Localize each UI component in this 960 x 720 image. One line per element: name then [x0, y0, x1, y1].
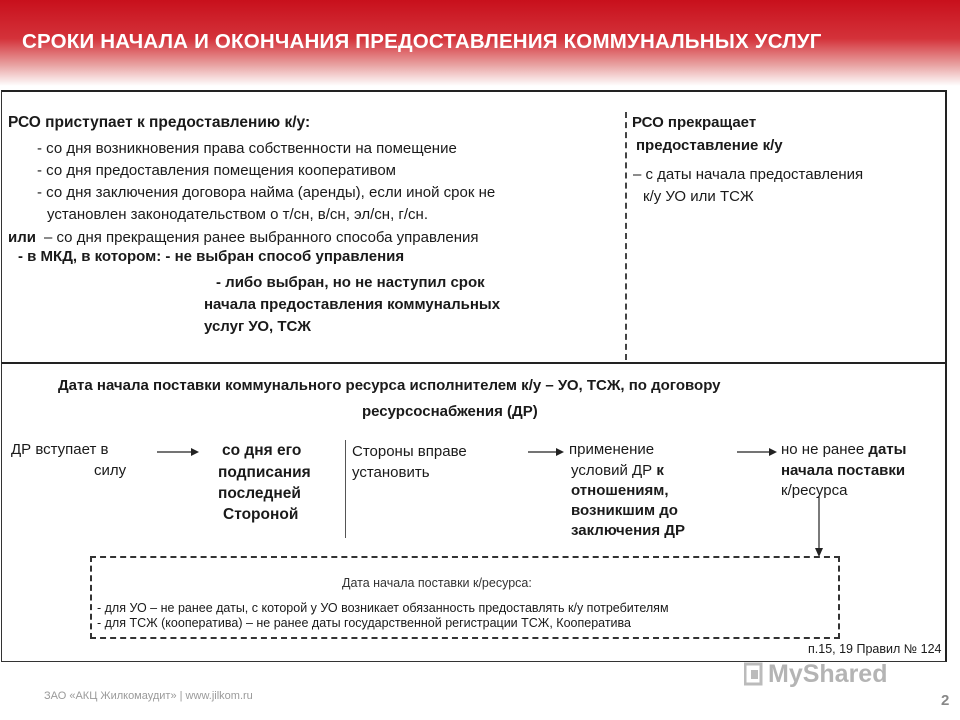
stop-text-2: к/у УО или ТСЖ: [643, 188, 754, 205]
supply-heading-2: ресурсоснабжения (ДР): [362, 403, 538, 420]
arrow-right-icon: [528, 446, 564, 458]
supply-heading-1: Дата начала поставки коммунального ресурса исполнителем к/у – УО, ТСЖ, по договору: [58, 377, 721, 394]
col2-line-4: Стороной: [223, 506, 299, 523]
col4-line-2: [571, 462, 664, 480]
footer-company: ЗАО «АКЦ Жилкомаудит» | www.jilkom.ru: [44, 690, 253, 702]
header-banner: [0, 0, 960, 86]
arrow-down-icon: [812, 496, 826, 558]
col3-line-2: установить: [352, 464, 430, 481]
dash-title: Дата начала поставки к/ресурса:: [342, 576, 532, 590]
page-title: СРОКИ НАЧАЛА И ОКОНЧАНИЯ ПРЕДОСТАВЛЕНИЯ КОММУНАЛЬНЫХ УСЛУГ: [22, 30, 822, 53]
dash-line-tszh: - для ТСЖ (кооператива) – не ранее даты государственной регистрации ТСЖ, Кооператива: [97, 616, 631, 630]
col4-line-2-bold: к: [656, 462, 664, 479]
stop-heading-2: предоставление к/у: [636, 137, 783, 154]
stop-heading-1: РСО прекращает: [632, 114, 757, 131]
col4-line-5: заключения ДР: [571, 522, 686, 539]
col2-line-2: подписания: [218, 464, 311, 481]
start-item-lease: - со дня заключения договора найма (аренды), если иной срок не: [37, 184, 496, 201]
col4-line-3: отношениям,: [571, 482, 669, 499]
col5-line-2: начала поставки: [781, 462, 906, 479]
col4-line-1: применение: [569, 441, 655, 458]
col5-line-1-bold: даты: [868, 441, 907, 458]
start-heading: РСО приступает к предоставлению к/у:: [8, 114, 311, 131]
rule-reference: п.15, 19 Правил № 124: [808, 642, 942, 656]
start-item-lease-cont: установлен законодательством о т/сн, в/сн, эл/сн, г/сн.: [47, 206, 429, 223]
mkd-line: - в МКД, в котором: - не выбран способ управления: [18, 248, 405, 265]
arrow-right-icon: [737, 446, 777, 458]
bottom-divider: [345, 440, 346, 538]
or-word: или: [8, 229, 36, 246]
start-item-cooperative: - со дня предоставления помещения кооперативом: [37, 162, 396, 179]
either-line-1: - либо выбран, но не наступил срок: [216, 274, 485, 291]
dash-line-uo: - для УО – не ранее даты, с которой у УО возникает обязанность предоставлять к/у потребителям: [97, 601, 669, 615]
page-number: 2: [941, 692, 950, 709]
watermark: MyShared: [768, 660, 888, 688]
arrow-right-icon: [157, 446, 199, 458]
col4-line-4: возникшим до: [571, 502, 678, 519]
col5-line-1: [781, 441, 906, 459]
col3-line-1: Стороны вправе: [352, 443, 467, 460]
col4-line-2-regular: условий ДР: [571, 462, 657, 479]
col1-line-2: силу: [94, 462, 127, 479]
start-item-ownership: - со дня возникновения права собственности на помещение: [37, 140, 457, 157]
either-line-3: услуг УО, ТСЖ: [204, 318, 311, 335]
or-text: – со дня прекращения ранее выбранного способа управления: [44, 229, 479, 246]
col5-line-3: к/ресурса: [781, 482, 848, 499]
col5-line-1-regular: но не ранее: [781, 441, 869, 458]
col2-line-3: последней: [218, 485, 301, 502]
col2-line-1: со дня его: [222, 442, 302, 459]
stop-text-1: – с даты начала предоставления: [633, 166, 864, 183]
watermark-logo-icon: [744, 661, 766, 687]
either-line-2: начала предоставления коммунальных: [204, 296, 501, 313]
column-divider: [625, 112, 627, 360]
col1-line-1: ДР вступает в: [11, 441, 109, 458]
